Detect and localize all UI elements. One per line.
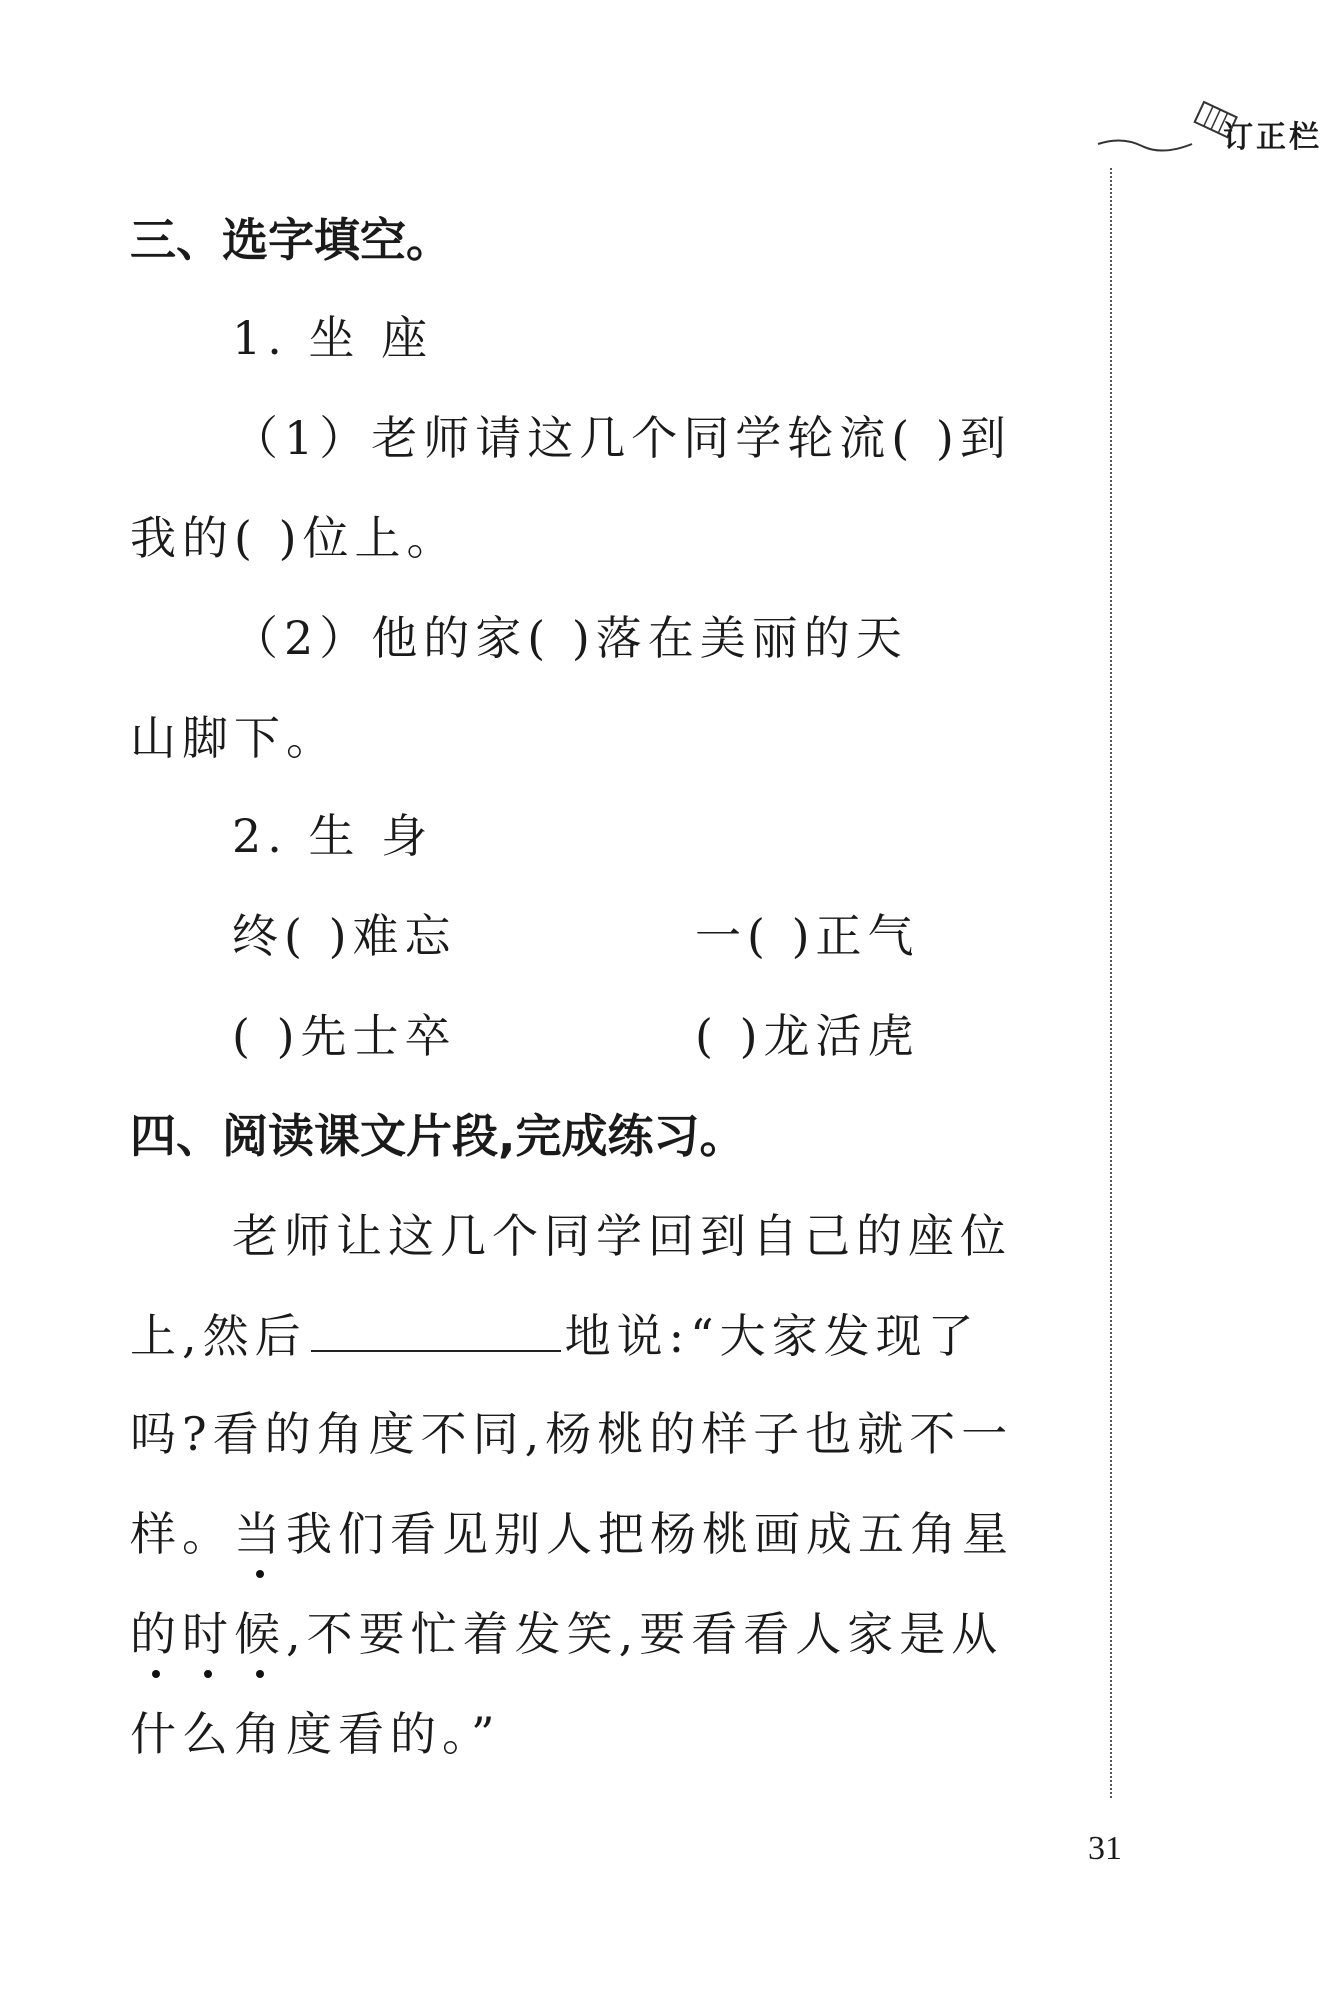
q2-row1-left: 终( )难忘 [232, 909, 457, 963]
passage-line-6: 什么角度看的。” [130, 1707, 501, 1761]
passage-line-4-a: 样。 [130, 1507, 234, 1561]
passage-line-2 [130, 1304, 980, 1366]
passage-line-4 [130, 1504, 1014, 1564]
emphasis-char: 当 [234, 1504, 286, 1564]
q1-item1-line1: （1）老师请这几个同学轮流( )到 [232, 411, 1012, 465]
q2-row2-left: ( )先士卒 [232, 1009, 457, 1063]
emphasis-char: 的 [130, 1604, 182, 1664]
passage-line-5 [130, 1604, 1003, 1664]
q2-row1-right: 一( )正气 [695, 909, 920, 963]
q2-row2-right: ( )龙活虎 [695, 1009, 920, 1063]
correction-column-label: 订正栏 [1223, 120, 1322, 155]
q1-item1-line2: 我的( )位上。 [130, 511, 459, 565]
answer-blank[interactable] [311, 1304, 561, 1352]
passage-line-3: 吗?看的角度不同,杨桃的样子也就不一 [130, 1407, 1014, 1461]
passage-line-2-before: 上,然后 [130, 1309, 307, 1363]
passage-line-1: 老师让这几个同学回到自己的座位 [232, 1209, 1012, 1263]
section4-title: 四、阅读课文片段,完成练习。 [130, 1109, 746, 1163]
page-number: 31 [1088, 1830, 1122, 1867]
passage-line-4-b: 我们看见别人把杨桃画成五角星 [286, 1507, 1014, 1561]
section3-title: 三、选字填空。 [130, 213, 452, 267]
passage-line-2-after: 地说:“大家发现了 [564, 1309, 980, 1363]
emphasis-char: 候 [234, 1604, 286, 1664]
q1-item2-line1: （2）他的家( )落在美丽的天 [232, 611, 908, 665]
q2-options: 2. 生 身 [232, 809, 434, 863]
passage-line-5-rest: ,不要忙着发笑,要看看人家是从 [286, 1607, 1004, 1661]
q1-options: 1. 坐 座 [232, 311, 434, 365]
correction-divider [1110, 168, 1112, 1798]
emphasis-char: 时 [182, 1604, 234, 1664]
q1-item2-line2: 山脚下。 [130, 711, 338, 765]
